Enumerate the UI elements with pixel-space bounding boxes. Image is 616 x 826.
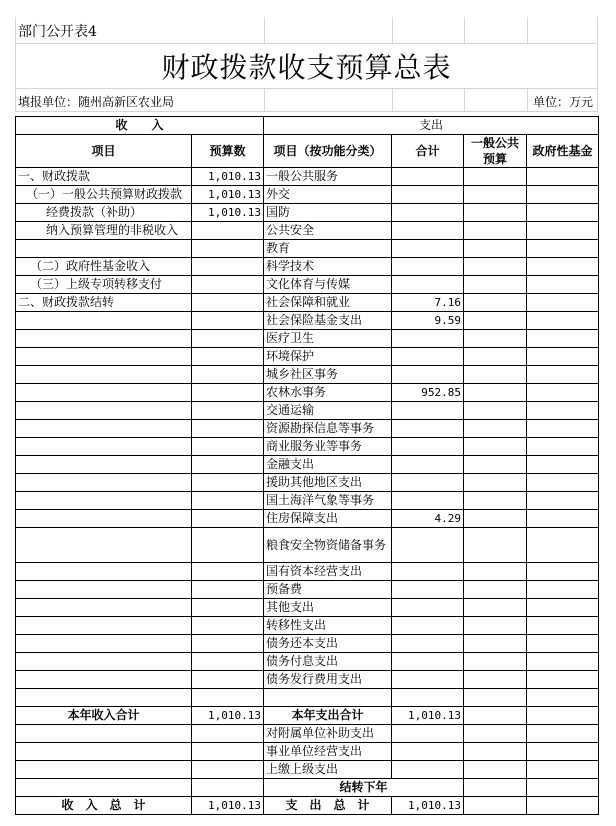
table-row: [16, 186, 599, 204]
expense-total-cell: [392, 474, 464, 492]
table-row: [16, 402, 599, 420]
fund-budget-cell: [527, 725, 599, 743]
table-row: [16, 581, 599, 599]
income-budget-cell: [192, 528, 264, 563]
table-row: [16, 474, 599, 492]
income-budget-cell: [192, 725, 264, 743]
general-budget-cell: [464, 222, 527, 240]
income-item-cell: [16, 743, 192, 761]
income-item-cell: [16, 635, 192, 653]
income-budget-cell: [192, 402, 264, 420]
col-total-header: 合计: [392, 135, 464, 168]
income-item-cell: [16, 348, 192, 366]
income-budget-cell: [192, 563, 264, 581]
income-budget-cell: [192, 779, 264, 797]
income-item-cell: （三）上级专项转移支付: [16, 276, 192, 294]
col-general-header: 一般公共预算: [464, 135, 527, 168]
table-row: [16, 294, 599, 312]
expense-item-cell: 资源勘探信息等事务: [264, 420, 392, 438]
expense-total-cell: [392, 528, 464, 563]
income-budget-cell: [192, 653, 264, 671]
expense-item-cell: 债务还本支出: [264, 635, 392, 653]
expense-total-cell: [392, 725, 464, 743]
income-budget-cell: 1,010.13: [192, 204, 264, 222]
expense-item-cell: 国土海洋气象等事务: [264, 492, 392, 510]
fund-budget-cell: [527, 743, 599, 761]
income-item-cell: [16, 384, 192, 402]
expense-total-cell: [392, 186, 464, 204]
income-budget-cell: [192, 617, 264, 635]
expense-item-cell: 住房保障支出: [264, 510, 392, 528]
table-row: [16, 222, 599, 240]
income-item-cell: [16, 689, 192, 707]
income-budget-cell: [192, 474, 264, 492]
income-item-cell: [16, 725, 192, 743]
expense-total-cell: [392, 276, 464, 294]
expense-total-cell: [392, 420, 464, 438]
income-budget-cell: [192, 599, 264, 617]
expense-total-cell: [392, 689, 464, 707]
fund-budget-cell: [527, 797, 599, 815]
table-row: [16, 779, 599, 797]
income-item-cell: [16, 366, 192, 384]
table-row: [16, 528, 599, 563]
expense-item-cell: 其他支出: [264, 599, 392, 617]
income-budget-cell: [192, 581, 264, 599]
income-budget-cell: [192, 689, 264, 707]
expense-item-cell: 金融支出: [264, 456, 392, 474]
general-budget-cell: [464, 168, 527, 186]
income-budget-cell: [192, 330, 264, 348]
fund-budget-cell: [527, 689, 599, 707]
fund-budget-cell: [527, 276, 599, 294]
col-budget-header: 预算数: [192, 135, 264, 168]
expense-grand-total-value: 1,010.13: [392, 797, 464, 815]
general-budget-cell: [464, 348, 527, 366]
expense-total-cell: [392, 402, 464, 420]
expense-total-cell: [392, 599, 464, 617]
general-budget-cell: [464, 204, 527, 222]
table-row: [16, 168, 599, 186]
income-budget-cell: [192, 240, 264, 258]
fund-budget-cell: [527, 312, 599, 330]
table-row: [16, 258, 599, 276]
expense-total-cell: 7.16: [392, 294, 464, 312]
general-budget-cell: [464, 671, 527, 689]
sheet-tag: 部门公开表4: [18, 24, 97, 40]
table-row: [16, 204, 599, 222]
income-budget-cell: [192, 510, 264, 528]
table-row: [16, 797, 599, 815]
income-item-cell: [16, 456, 192, 474]
expense-item-cell: 科学技术: [264, 258, 392, 276]
income-item-cell: [16, 240, 192, 258]
fund-budget-cell: [527, 168, 599, 186]
column-header-row: [16, 135, 599, 168]
expense-total-cell: [392, 456, 464, 474]
income-item-cell: [16, 779, 192, 797]
general-budget-cell: [464, 707, 527, 725]
table-row: [16, 563, 599, 581]
expense-item-cell: 环境保护: [264, 348, 392, 366]
income-section-header: 收 入: [16, 117, 264, 135]
income-subtotal-value: 1,010.13: [192, 707, 264, 725]
sheet-tag-row: [15, 17, 598, 43]
income-item-cell: [16, 438, 192, 456]
general-budget-cell: [464, 240, 527, 258]
table-row: [16, 492, 599, 510]
fund-budget-cell: [527, 456, 599, 474]
income-item-cell: 经费拨款（补助）: [16, 204, 192, 222]
expense-total-cell: [392, 366, 464, 384]
fund-budget-cell: [527, 204, 599, 222]
expense-total-cell: [392, 204, 464, 222]
expense-subtotal-value: 1,010.13: [392, 707, 464, 725]
income-budget-cell: [192, 671, 264, 689]
general-budget-cell: [464, 384, 527, 402]
general-budget-cell: [464, 779, 527, 797]
expense-item-cell: 对附属单位补助支出: [264, 725, 392, 743]
income-budget-cell: [192, 222, 264, 240]
table-row: [16, 276, 599, 294]
expense-total-cell: [392, 635, 464, 653]
table-row: [16, 330, 599, 348]
fund-budget-cell: [527, 492, 599, 510]
table-row: [16, 725, 599, 743]
expense-item-cell: 商业服务业等事务: [264, 438, 392, 456]
income-budget-cell: [192, 743, 264, 761]
general-budget-cell: [464, 258, 527, 276]
expense-item-cell: 医疗卫生: [264, 330, 392, 348]
table-row: [16, 348, 599, 366]
income-budget-cell: 1,010.13: [192, 186, 264, 204]
fund-budget-cell: [527, 671, 599, 689]
fund-budget-cell: [527, 348, 599, 366]
table-row: [16, 617, 599, 635]
income-budget-cell: [192, 761, 264, 779]
income-budget-cell: [192, 276, 264, 294]
expense-total-cell: [392, 743, 464, 761]
income-budget-cell: [192, 294, 264, 312]
expense-item-cell: 债务发行费用支出: [264, 671, 392, 689]
expense-item-cell: 转移性支出: [264, 617, 392, 635]
income-item-cell: 一、财政拨款: [16, 168, 192, 186]
table-row: [16, 312, 599, 330]
expense-item-cell: 事业单位经营支出: [264, 743, 392, 761]
carry-forward-label: 结转下年: [264, 779, 464, 797]
income-item-cell: （一）一般公共预算财政拨款: [16, 186, 192, 204]
table-row: [16, 510, 599, 528]
expense-item-cell: 社会保险基金支出: [264, 312, 392, 330]
income-grand-total-label: 收 入 总 计: [16, 797, 192, 815]
expense-total-cell: [392, 258, 464, 276]
income-item-cell: [16, 492, 192, 510]
table-row: [16, 743, 599, 761]
fund-budget-cell: [527, 761, 599, 779]
expense-item-cell: 农林水事务: [264, 384, 392, 402]
table-row: [16, 599, 599, 617]
expense-item-cell: 粮食安全物资储备事务: [264, 528, 392, 563]
expense-item-cell: 一般公共服务: [264, 168, 392, 186]
income-item-cell: [16, 402, 192, 420]
general-budget-cell: [464, 402, 527, 420]
income-budget-cell: [192, 312, 264, 330]
fund-budget-cell: [527, 779, 599, 797]
expense-total-cell: 4.29: [392, 510, 464, 528]
expense-total-cell: [392, 348, 464, 366]
table-row: [16, 761, 599, 779]
income-budget-cell: [192, 258, 264, 276]
general-budget-cell: [464, 689, 527, 707]
income-item-cell: [16, 330, 192, 348]
general-budget-cell: [464, 528, 527, 563]
expense-total-cell: [392, 617, 464, 635]
expense-item-cell: 预备费: [264, 581, 392, 599]
table-row: [16, 707, 599, 725]
general-budget-cell: [464, 312, 527, 330]
budget-table: [15, 116, 599, 815]
income-item-cell: [16, 599, 192, 617]
income-budget-cell: [192, 492, 264, 510]
col-func-item-header: 项目（按功能分类）: [264, 135, 392, 168]
income-item-cell: [16, 581, 192, 599]
general-budget-cell: [464, 797, 527, 815]
general-budget-cell: [464, 617, 527, 635]
income-item-cell: [16, 312, 192, 330]
expense-total-cell: [392, 653, 464, 671]
income-subtotal-label: 本年收入合计: [16, 707, 192, 725]
income-item-cell: 纳入预算管理的非税收入: [16, 222, 192, 240]
expense-item-cell: 教育: [264, 240, 392, 258]
fund-budget-cell: [527, 330, 599, 348]
expense-item-cell: 文化体育与传媒: [264, 276, 392, 294]
general-budget-cell: [464, 635, 527, 653]
expense-item-cell: 外交: [264, 186, 392, 204]
table-row: [16, 420, 599, 438]
income-budget-cell: [192, 635, 264, 653]
fund-budget-cell: [527, 707, 599, 725]
income-budget-cell: [192, 348, 264, 366]
general-budget-cell: [464, 563, 527, 581]
income-item-cell: [16, 420, 192, 438]
income-budget-cell: [192, 366, 264, 384]
expense-item-cell: 公共安全: [264, 222, 392, 240]
fund-budget-cell: [527, 474, 599, 492]
expense-total-cell: [392, 761, 464, 779]
unit-row: [15, 88, 598, 112]
general-budget-cell: [464, 330, 527, 348]
fund-budget-cell: [527, 617, 599, 635]
general-budget-cell: [464, 492, 527, 510]
income-item-cell: [16, 528, 192, 563]
income-budget-cell: [192, 438, 264, 456]
general-budget-cell: [464, 186, 527, 204]
fund-budget-cell: [527, 528, 599, 563]
income-item-cell: [16, 653, 192, 671]
expense-total-cell: [392, 492, 464, 510]
general-budget-cell: [464, 438, 527, 456]
fund-budget-cell: [527, 366, 599, 384]
general-budget-cell: [464, 456, 527, 474]
expense-item-cell: 社会保障和就业: [264, 294, 392, 312]
fund-budget-cell: [527, 563, 599, 581]
expense-item-cell: 国有资本经营支出: [264, 563, 392, 581]
fund-budget-cell: [527, 240, 599, 258]
general-budget-cell: [464, 474, 527, 492]
income-item-cell: [16, 761, 192, 779]
table-row: [16, 653, 599, 671]
expense-total-cell: [392, 563, 464, 581]
expense-item-cell: [264, 689, 392, 707]
income-item-cell: [16, 474, 192, 492]
expense-total-cell: [392, 222, 464, 240]
general-budget-cell: [464, 743, 527, 761]
fund-budget-cell: [527, 599, 599, 617]
table-row: [16, 456, 599, 474]
expense-item-cell: 债务付息支出: [264, 653, 392, 671]
fund-budget-cell: [527, 653, 599, 671]
fund-budget-cell: [527, 635, 599, 653]
fund-budget-cell: [527, 510, 599, 528]
report-sheet: [15, 17, 598, 815]
expense-total-cell: [392, 581, 464, 599]
table-row: [16, 366, 599, 384]
expense-item-cell: 援助其他地区支出: [264, 474, 392, 492]
expense-grand-total-label: 支 出 总 计: [264, 797, 392, 815]
expense-item-cell: 城乡社区事务: [264, 366, 392, 384]
general-budget-cell: [464, 761, 527, 779]
general-budget-cell: [464, 581, 527, 599]
reporting-unit: 填报单位：随州高新区农业局: [18, 95, 175, 109]
general-budget-cell: [464, 420, 527, 438]
expense-total-cell: [392, 168, 464, 186]
expense-total-cell: [392, 240, 464, 258]
section-header-row: [16, 117, 599, 135]
general-budget-cell: [464, 276, 527, 294]
income-budget-cell: [192, 456, 264, 474]
fund-budget-cell: [527, 384, 599, 402]
expense-section-header: 支出: [264, 117, 599, 135]
fund-budget-cell: [527, 186, 599, 204]
income-item-cell: [16, 563, 192, 581]
fund-budget-cell: [527, 222, 599, 240]
table-row: [16, 671, 599, 689]
income-budget-cell: [192, 384, 264, 402]
table-row: [16, 438, 599, 456]
expense-total-cell: [392, 671, 464, 689]
fund-budget-cell: [527, 258, 599, 276]
income-grand-total-value: 1,010.13: [192, 797, 264, 815]
income-item-cell: [16, 617, 192, 635]
income-budget-cell: 1,010.13: [192, 168, 264, 186]
income-item-cell: （二）政府性基金收入: [16, 258, 192, 276]
table-row: [16, 240, 599, 258]
table-row: [16, 635, 599, 653]
expense-total-cell: [392, 438, 464, 456]
report-title: 财政拨款收支预算总表: [15, 43, 598, 88]
fund-budget-cell: [527, 438, 599, 456]
expense-total-cell: 9.59: [392, 312, 464, 330]
income-item-cell: [16, 510, 192, 528]
col-item-header: 项目: [16, 135, 192, 168]
fund-budget-cell: [527, 581, 599, 599]
general-budget-cell: [464, 510, 527, 528]
general-budget-cell: [464, 599, 527, 617]
fund-budget-cell: [527, 294, 599, 312]
income-budget-cell: [192, 420, 264, 438]
general-budget-cell: [464, 653, 527, 671]
expense-item-cell: 上缴上级支出: [264, 761, 392, 779]
expense-item-cell: 国防: [264, 204, 392, 222]
income-item-cell: [16, 671, 192, 689]
expense-total-cell: [392, 330, 464, 348]
col-fund-header: 政府性基金: [527, 135, 599, 168]
general-budget-cell: [464, 294, 527, 312]
income-item-cell: 二、财政拨款结转: [16, 294, 192, 312]
expense-subtotal-label: 本年支出合计: [264, 707, 392, 725]
table-row: [16, 689, 599, 707]
currency-unit: 单位：万元: [532, 95, 593, 109]
expense-total-cell: 952.85: [392, 384, 464, 402]
general-budget-cell: [464, 366, 527, 384]
expense-item-cell: 交通运输: [264, 402, 392, 420]
fund-budget-cell: [527, 420, 599, 438]
fund-budget-cell: [527, 402, 599, 420]
general-budget-cell: [464, 725, 527, 743]
table-row: [16, 384, 599, 402]
